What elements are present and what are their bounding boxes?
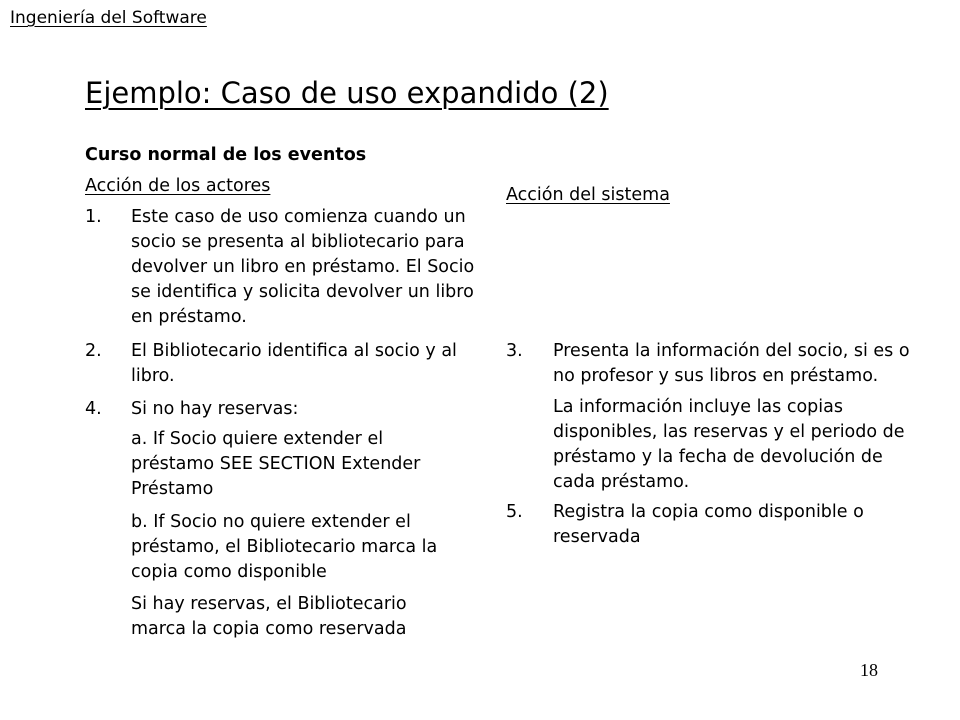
step-number: 3. — [506, 341, 523, 361]
actor-substep-a: a. If Socio quiere extender el préstamo SEE SECTION Extender Préstamo — [131, 429, 421, 499]
system-step-3 — [506, 339, 936, 389]
section-heading: Curso normal de los eventos — [85, 145, 367, 165]
slide-title: Ejemplo: Caso de uso expandido (2) — [85, 76, 609, 110]
page-number: 18 — [860, 660, 878, 680]
step-number: 1. — [85, 207, 102, 227]
step-number: 4. — [85, 399, 102, 419]
actors-column-heading: Acción de los actores — [85, 176, 271, 196]
step-text: El Bibliotecario identifica al socio y al libro. — [131, 341, 457, 386]
system-step-5 — [506, 500, 936, 550]
system-step-3-detail: La información incluye las copias disponibles, las reservas y el periodo de préstamo y la fecha de devolución de cada préstamo. — [553, 397, 905, 492]
actor-substep-b: b. If Socio no quiere extender el préstamo, el Bibliotecario marca la copia como disponible — [131, 512, 438, 582]
actor-step-4 — [85, 397, 490, 422]
step-text: Presenta la información del socio, si es o no profesor y sus libros en préstamo. — [553, 341, 910, 386]
step-text: Registra la copia como disponible o reservada — [553, 502, 864, 547]
step-text: Este caso de uso comienza cuando un socio se presenta al bibliotecario para devolver un libro en préstamo. El Socio se identifica y solicita devolver un libro en préstamo. — [131, 207, 475, 327]
actor-step-1 — [85, 205, 490, 330]
system-column-heading: Acción del sistema — [506, 185, 670, 205]
course-header: Ingeniería del Software — [10, 8, 207, 28]
actor-substep-reservas: Si hay reservas, el Bibliotecario marca la copia como reservada — [131, 594, 407, 639]
step-text: Si no hay reservas: — [131, 399, 299, 419]
actor-step-2 — [85, 339, 490, 389]
step-number: 2. — [85, 341, 102, 361]
step-number: 5. — [506, 502, 523, 522]
